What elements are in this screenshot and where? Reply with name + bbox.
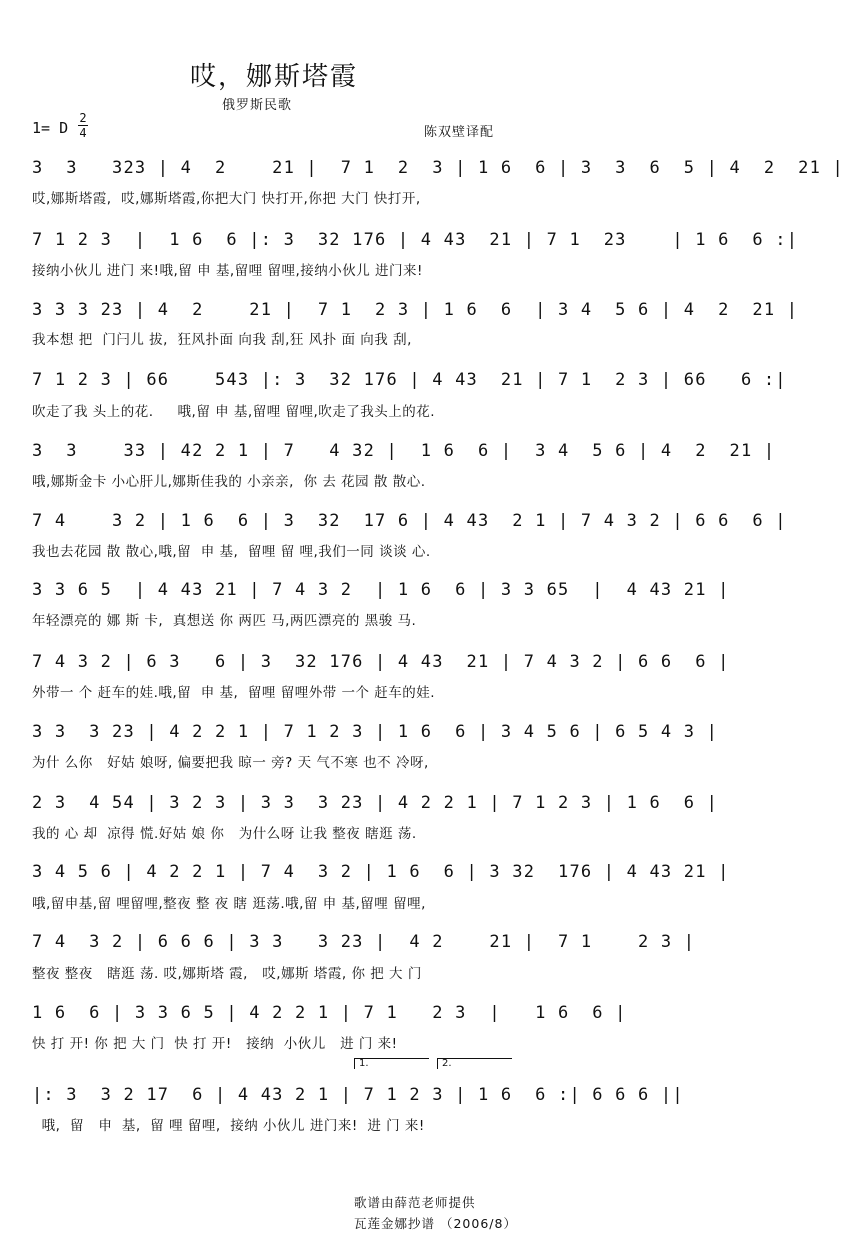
transcriber-credit: 瓦莲金娜抄谱 （2006/8） [354,1216,517,1231]
lyrics-row-10: 我的 心 却 凉得 慌.好姑 娘 你 为什么呀 让我 整夜 瞎逛 荡. [32,826,417,842]
song-title: 哎，娜斯塔霞 [189,62,358,92]
lyrics-row-6: 我也去花园 散 散心,哦,留 申 基, 留哩 留 哩,我们一同 谈谈 心. [32,544,431,560]
second-ending-label: 2. [442,1058,452,1069]
lyrics-row-1: 哎,娜斯塔霞, 哎,娜斯塔霞,你把大门 快打开,你把 大门 快打开, [32,191,421,207]
notation-row-8: 7 4 3 2 | 6 3 6 | 3 32 176 | 4 43 21 | 7 4 3 2 | 6 6 6 | [32,652,730,672]
lyrics-row-13: 快 打 开! 你 把 大 门 快 打 开! 接纳 小伙儿 进 门 来! [32,1036,398,1052]
notation-row-2: 7 1 2 3 | 1 6 6 |: 3 32 176 | 4 43 21 | 7 1 23 | 1 6 6 :| [32,230,799,250]
notation-row-13: 1 6 6 | 3 3 6 5 | 4 2 2 1 | 7 1 2 3 | 1 6 6 | [32,1003,627,1023]
notation-row-6: 7 4 3 2 | 1 6 6 | 3 32 17 6 | 4 43 2 1 | 7 4 3 2 | 6 6 6 | [32,511,787,531]
notation-row-14: |: 3 3 2 17 6 | 4 43 2 1 | 7 1 2 3 | 1 6 6 :| 6 6 6 || [32,1085,684,1105]
key-signature: 1= D [32,119,69,137]
meter-top: 2 [79,111,87,125]
lyrics-row-2: 接纳小伙儿 进门 来!哦,留 申 基,留哩 留哩,接纳小伙儿 进门来! [32,263,423,279]
lyrics-row-11: 哦,留申基,留 哩留哩,整夜 整 夜 瞎 逛荡.哦,留 申 基,留哩 留哩, [32,896,426,912]
notation-row-11: 3 4 5 6 | 4 2 2 1 | 7 4 3 2 | 1 6 6 | 3 32 176 | 4 43 21 | [32,862,730,882]
first-ending-label: 1. [359,1058,369,1069]
notation-row-3: 3 3 3 23 | 4 2 21 | 7 1 2 3 | 1 6 6 | 3 4 5 6 | 4 2 21 | [32,300,799,320]
notation-row-10: 2 3 4 54 | 3 2 3 | 3 3 3 23 | 4 2 2 1 | 7 1 2 3 | 1 6 6 | [32,793,719,813]
lyrics-row-7: 年轻漂亮的 娜 斯 卡, 真想送 你 两匹 马,两匹漂亮的 黑骏 马. [32,613,417,629]
notation-row-7: 3 3 6 5 | 4 43 21 | 7 4 3 2 | 1 6 6 | 3 3 65 | 4 43 21 | [32,580,730,600]
meter-bottom: 4 [79,126,87,140]
notation-row-4: 7 1 2 3 | 66 543 |: 3 32 176 | 4 43 21 | 7 1 2 3 | 66 6 :| [32,370,787,390]
notation-row-9: 3 3 3 23 | 4 2 2 1 | 7 1 2 3 | 1 6 6 | 3 4 5 6 | 6 5 4 3 | [32,722,719,742]
notation-row-5: 3 3 33 | 42 2 1 | 7 4 32 | 1 6 6 | 3 4 5 6 | 4 2 21 | [32,441,776,461]
notation-row-1: 3 3 323 | 4 2 21 | 7 1 2 3 | 1 6 6 | 3 3 6 5 | 4 2 21 | [32,158,844,178]
second-ending-bracket [437,1058,512,1069]
source-credit: 歌谱由薛范老师提供 [354,1195,476,1210]
arranger-credit: 陈双壁译配 [424,125,495,140]
notation-row-12: 7 4 3 2 | 6 6 6 | 3 3 3 23 | 4 2 21 | 7 1 2 3 | [32,932,696,952]
lyrics-row-12: 整夜 整夜 瞎逛 荡. 哎,娜斯塔 霞, 哎,娜斯 塔霞, 你 把 大 门 [32,966,422,982]
lyrics-row-8: 外带一 个 赶车的娃.哦,留 申 基, 留哩 留哩外带 一个 赶车的娃. [32,685,436,701]
lyrics-row-9: 为什 么你 好姑 娘呀, 偏要把我 晾一 旁? 天 气不寒 也不 冷呀, [32,755,429,771]
lyrics-row-4: 吹走了我 头上的花. 哦,留 申 基,留哩 留哩,吹走了我头上的花. [32,404,436,420]
lyrics-row-5: 哦,娜斯金卡 小心肝儿,娜斯佳我的 小亲亲, 你 去 花园 散 散心. [32,474,426,490]
lyrics-row-14: 哦, 留 申 基, 留 哩 留哩, 接纳 小伙儿 进门来! 进 门 来! [32,1118,425,1134]
first-ending-bracket [354,1058,429,1069]
time-signature [78,112,88,139]
song-subtitle: 俄罗斯民歌 [222,98,293,113]
lyrics-row-3: 我本想 把 门闩儿 拔, 狂风扑面 向我 刮,狂 风扑 面 向我 刮, [32,332,412,348]
